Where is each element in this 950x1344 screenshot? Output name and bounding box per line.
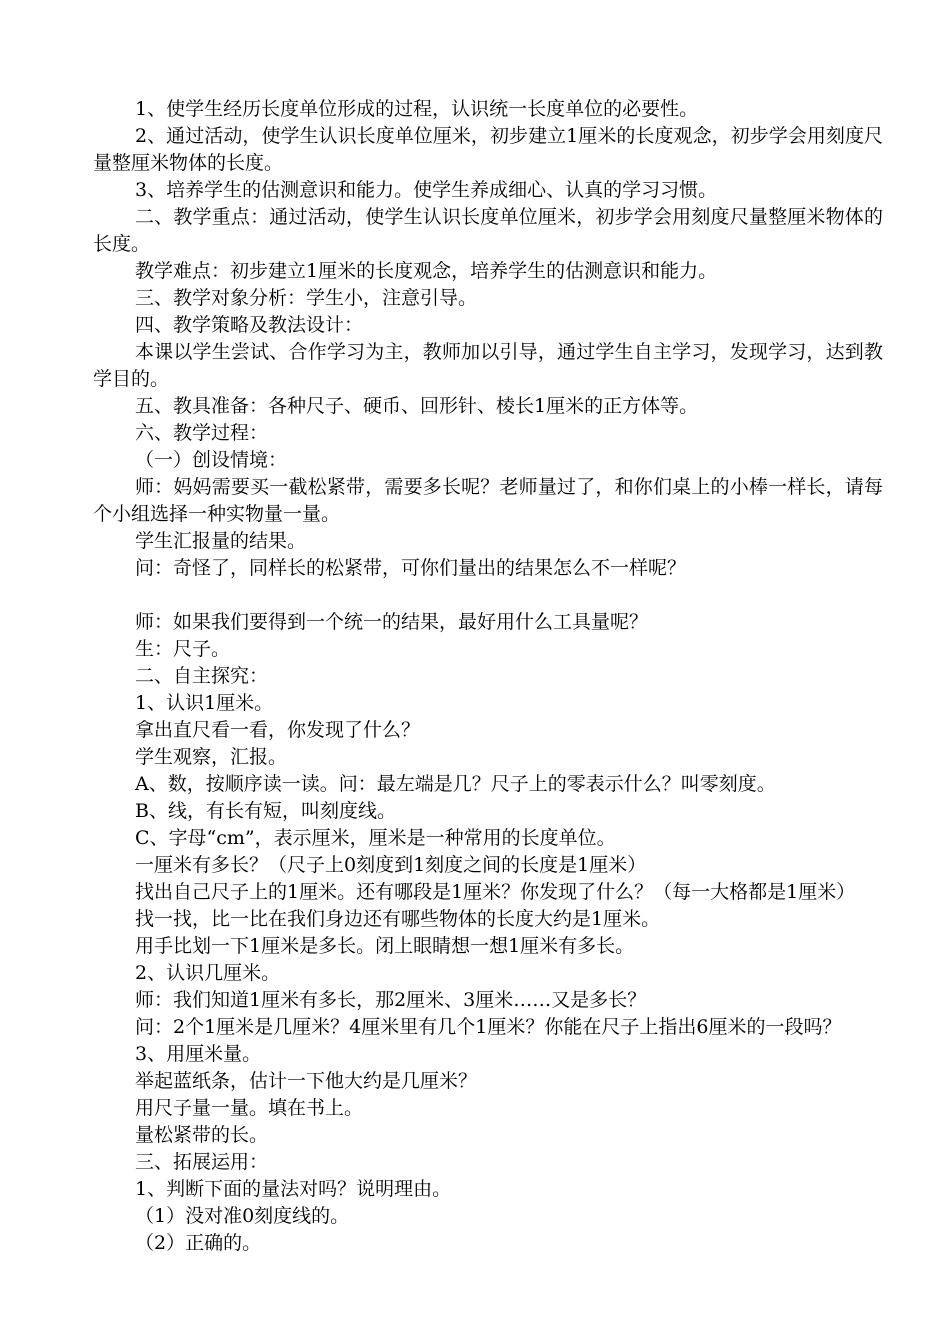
paragraph: 找一找，比一比在我们身边还有哪些物体的长度大约是1厘米。: [135, 908, 661, 930]
paragraph: B、线，有长有短，叫刻度线。: [135, 800, 396, 822]
paragraph: A、数，按顺序读一读。问：最左端是几？尺子上的零表示什么？叫零刻度。: [135, 773, 776, 795]
paragraph: 量松紧带的长。: [135, 1124, 269, 1146]
paragraph: 问：2个1厘米是几厘米？4厘米里有几个1厘米？你能在尺子上指出6厘米的一段吗？: [135, 1016, 842, 1038]
paragraph: 三、教学对象分析：学生小，注意引导。: [135, 287, 478, 309]
paragraph: 1、认识1厘米。: [135, 692, 274, 714]
paragraph: （2）正确的。: [135, 1232, 262, 1254]
document-page: [93, 96, 883, 1257]
paragraph: 一厘米有多长？（尺子上0刻度到1刻度之间的长度是1厘米）: [135, 854, 647, 876]
paragraph: 学生汇报量的结果。: [135, 530, 307, 552]
paragraph: 找出自己尺子上的1厘米。还有哪段是1厘米？你发现了什么？（每一大格都是1厘米）: [135, 881, 856, 903]
paragraph: 2、通过活动，使学生认识长度单位厘米，初步建立1厘米的长度观念，初步学会用刻度尺量整厘米物体的长度。: [93, 125, 883, 174]
paragraph: 举起蓝纸条，估计一下他大约是几厘米？: [135, 1070, 478, 1092]
paragraph: 二、教学重点：通过活动，使学生认识长度单位厘米，初步学会用刻度尺量整厘米物体的长度。: [93, 206, 883, 255]
paragraph: 3、用厘米量。: [135, 1043, 262, 1065]
paragraph: 学生观察，汇报。: [135, 746, 288, 768]
paragraph: 教学难点：初步建立1厘米的长度观念，培养学生的估测意识和能力。: [135, 260, 718, 282]
paragraph: 用手比划一下1厘米是多长。闭上眼睛想一想1厘米有多长。: [135, 935, 635, 957]
paragraph: 三、拓展运用：: [135, 1151, 269, 1173]
paragraph: （一）创设情境：: [135, 449, 288, 471]
paragraph: 3、培养学生的估测意识和能力。使学生养成细心、认真的学习习惯。: [135, 179, 718, 201]
paragraph: （1）没对准0刻度线的。: [135, 1205, 350, 1227]
paragraph: 1、使学生经历长度单位形成的过程，认识统一长度单位的必要性。: [135, 98, 699, 120]
paragraph: 拿出直尺看一看，你发现了什么？: [135, 719, 421, 741]
paragraph: C、字母“cm”，表示厘米，厘米是一种常用的长度单位。: [135, 827, 616, 849]
paragraph: 生：尺子。: [135, 638, 231, 660]
paragraph: 师：如果我们要得到一个统一的结果，最好用什么工具量呢？: [135, 611, 649, 633]
paragraph: 用尺子量一量。填在书上。: [135, 1097, 364, 1119]
paragraph: 二、自主探究：: [135, 665, 269, 687]
paragraph: 问：奇怪了，同样长的松紧带，可你们量出的结果怎么不一样呢？: [135, 557, 687, 579]
paragraph: 本课以学生尝试、合作学习为主，教师加以引导，通过学生自主学习，发现学习，达到教学目的。: [93, 341, 883, 390]
paragraph: 四、教学策略及教法设计：: [135, 314, 364, 336]
paragraph: 师：妈妈需要买一截松紧带，需要多长呢？老师量过了，和你们桌上的小棒一样长，请每个小组选择一种实物量一量。: [93, 476, 883, 525]
paragraph: 师：我们知道1厘米有多长，那2厘米、3厘米……又是多长？: [135, 989, 647, 1011]
paragraph: 1、判断下面的量法对吗？说明理由。: [135, 1178, 452, 1200]
paragraph: 2、认识几厘米。: [135, 962, 281, 984]
blank-line: [93, 582, 883, 609]
paragraph: 五、教具准备：各种尺子、硬币、回形针、棱长1厘米的正方体等。: [135, 395, 699, 417]
paragraph: 六、教学过程：: [135, 422, 269, 444]
